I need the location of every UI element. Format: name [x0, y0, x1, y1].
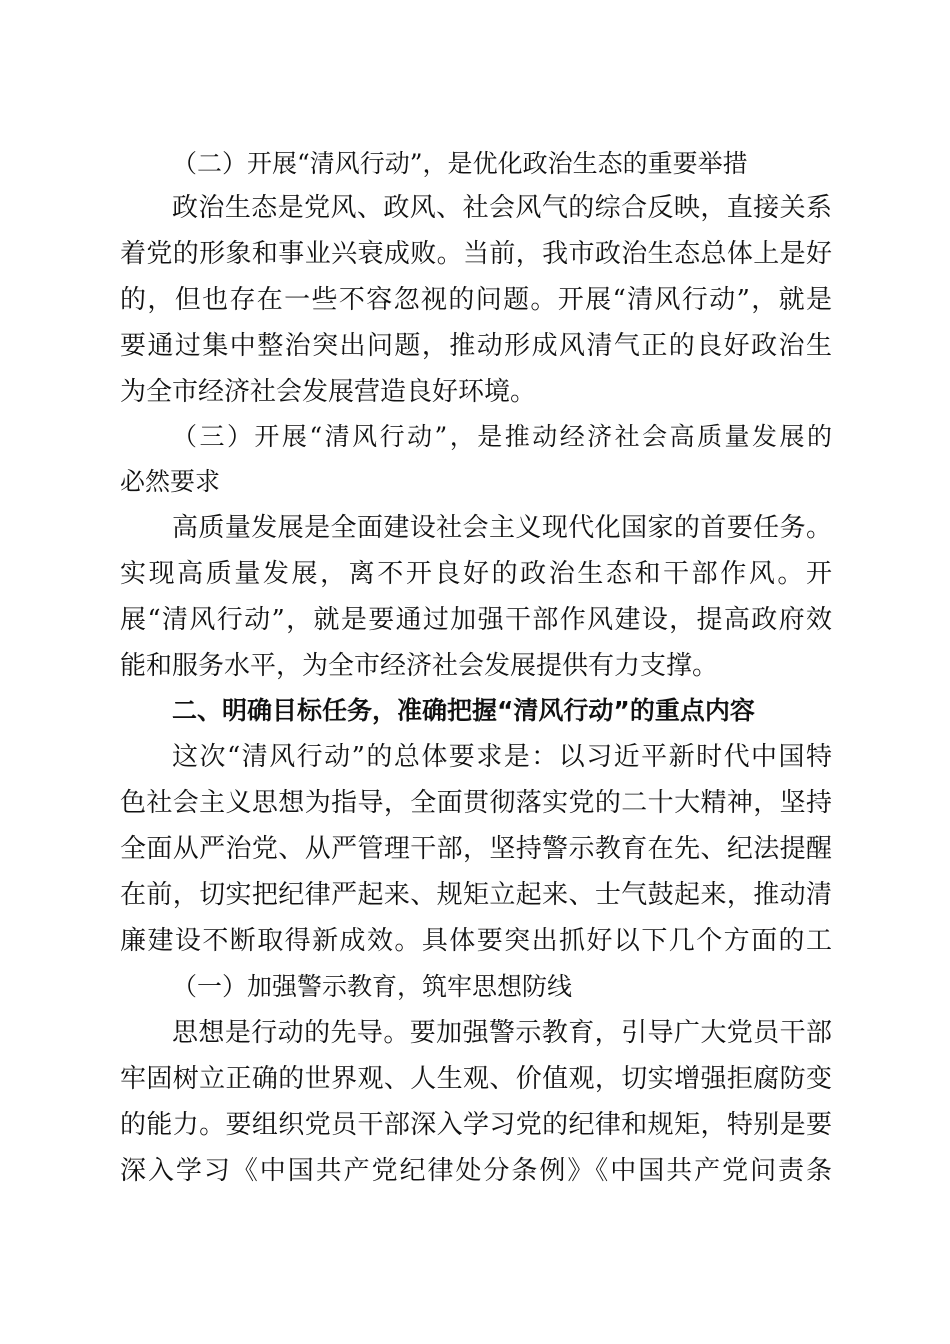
subheading-3-continued: 必然要求: [120, 467, 221, 496]
paragraph-line: 深入学习《中国共产党纪律处分条例》《中国共产党问责条: [120, 1156, 832, 1186]
paragraph-line: 全面从严治党、从严管理干部，坚持警示教育在先、纪法提醒: [120, 834, 832, 864]
paragraph-line: 牢固树立正确的世界观、人生观、价值观，切实增强拒腐防变: [120, 1064, 832, 1094]
paragraph-line: 的，但也存在一些不容忽视的问题。开展“清风行动”，就是: [120, 285, 832, 315]
paragraph-line: 实现高质量发展，离不开良好的政治生态和干部作风。开: [120, 559, 832, 589]
paragraph-line: 为全市经济社会发展营造良好环境。: [120, 377, 537, 407]
paragraph-line: 色社会主义思想为指导，全面贯彻落实党的二十大精神，坚持: [120, 788, 832, 818]
paragraph-line: 要通过集中整治突出问题，推动形成风清气正的良好政治生: [120, 331, 832, 361]
paragraph-line: 廉建设不断取得新成效。具体要突出抓好以下几个方面的工: [120, 926, 832, 956]
paragraph-line: 展“清风行动”，就是要通过加强干部作风建设，提高政府效: [120, 605, 832, 635]
paragraph-line: 在前，切实把纪律严起来、规矩立起来、士气鼓起来，推动清: [120, 880, 832, 910]
section-heading-2: 二、明确目标任务，准确把握“清风行动”的重点内容: [172, 696, 755, 725]
paragraph-line: 高质量发展是全面建设社会主义现代化国家的首要任务。: [172, 513, 832, 543]
paragraph-line: 思想是行动的先导。要加强警示教育，引导广大党员干部: [172, 1018, 832, 1048]
subheading-2: （二）开展“清风行动”，是优化政治生态的重要举措: [172, 149, 748, 178]
paragraph-line: 能和服务水平，为全市经济社会发展提供有力支撑。: [120, 651, 719, 681]
paragraph-line: 这次“清风行动”的总体要求是：以习近平新时代中国特: [172, 742, 832, 772]
paragraph-line: 着党的形象和事业兴衰成败。当前，我市政治生态总体上是好: [120, 239, 832, 269]
subheading-3: （三）开展“清风行动”，是推动经济社会高质量发展的: [172, 422, 832, 451]
paragraph-line: 的能力。要组织党员干部深入学习党的纪律和规矩，特别是要: [120, 1110, 832, 1140]
subheading-1: （一）加强警示教育，筑牢思想防线: [172, 972, 573, 1001]
paragraph-line: 政治生态是党风、政风、社会风气的综合反映，直接关系: [172, 193, 832, 223]
